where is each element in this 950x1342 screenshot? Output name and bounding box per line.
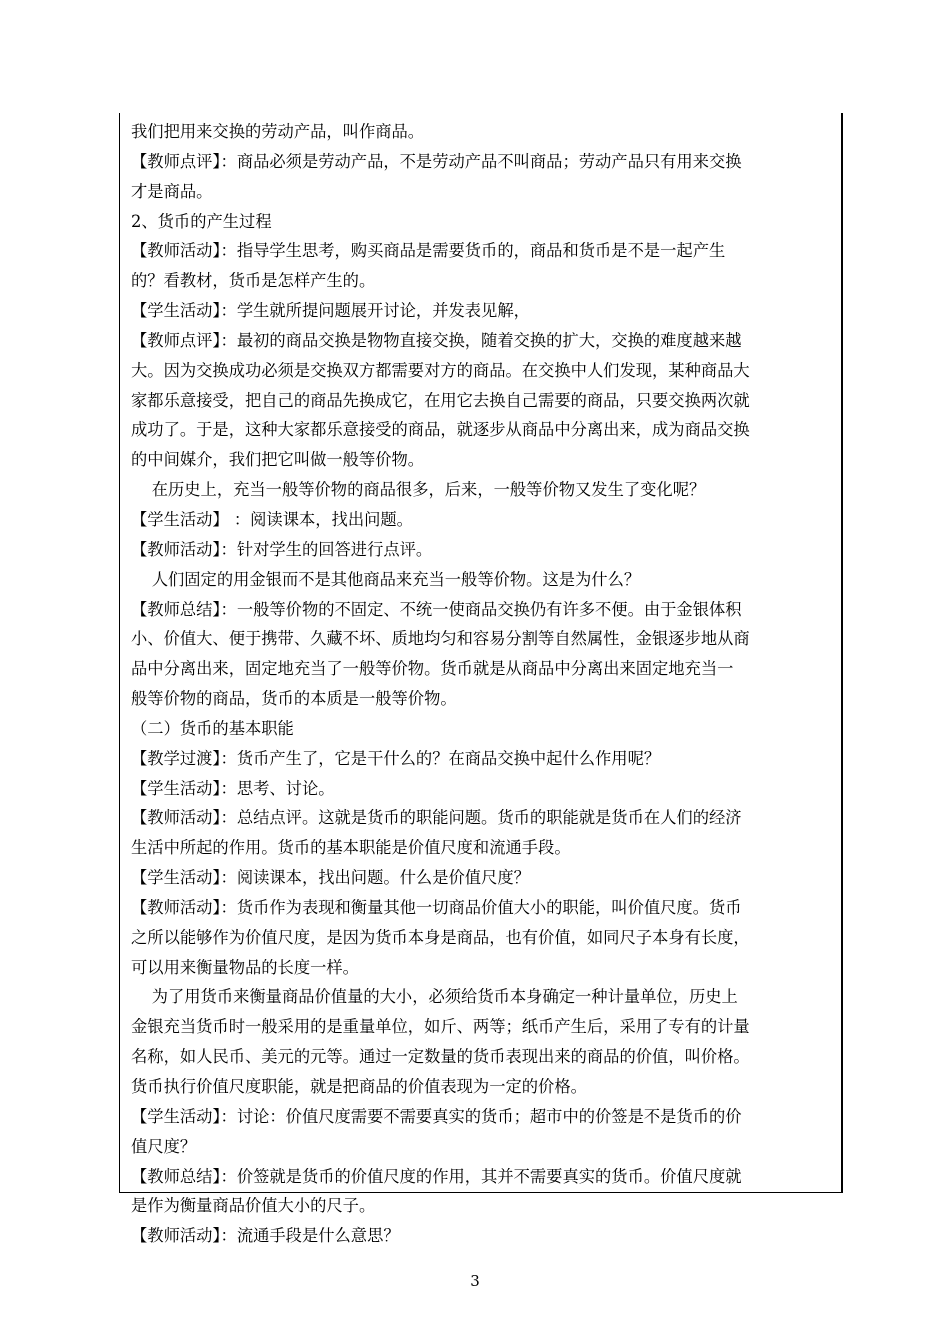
text-line: 的？看教材，货币是怎样产生的。: [131, 271, 376, 291]
text-line: 【教师活动】：总结点评。这就是货币的职能问题。货币的职能就是货币在人们的经济: [131, 808, 742, 828]
text-line: 【教师活动】：流通手段是什么意思？: [131, 1226, 400, 1246]
text-line: 【教学过渡】：货币产生了，它是干什么的？在商品交换中起什么作用呢？: [131, 748, 661, 768]
lesson-plan-text: [131, 117, 837, 1251]
text-line: 成功了。于是，这种大家都乐意接受的商品，就逐步从商品中分离出来，成为商品交换: [131, 420, 750, 440]
text-line: 可以用来衡量物品的长度一样。: [131, 957, 359, 977]
text-line: 【教师点评】：商品必须是劳动产品，不是劳动产品不叫商品；劳动产品只有用来交换: [131, 151, 742, 171]
text-line: 【学生活动】 ：阅读课本，找出问题。: [131, 509, 413, 529]
text-line: 家都乐意接受，把自己的商品先换成它，在用它去换自己需要的商品，只要交换两次就: [131, 390, 750, 410]
text-line: 般等价物的商品，货币的本质是一般等价物。: [131, 689, 457, 709]
text-line: 小、价值大、便于携带、久藏不坏、质地均匀和容易分割等自然属性，金银逐步地从商: [131, 629, 750, 649]
text-line: 【教师活动】：针对学生的回答进行点评。: [131, 539, 433, 559]
text-line: 之所以能够作为价值尺度，是因为货币本身是商品，也有价值，如同尺子本身有长度，: [131, 927, 750, 947]
text-line: 【教师总结】：价签就是货币的价值尺度的作用，其并不需要真实的货币。价值尺度就: [131, 1166, 742, 1186]
text-line: 大。因为交换成功必须是交换双方都需要对方的商品。在交换中人们发现，某种商品大: [131, 360, 750, 380]
page-number: 3: [470, 1272, 480, 1290]
text-line: 值尺度？: [131, 1136, 197, 1156]
text-line: 金银充当货币时一般采用的是重量单位，如斤、两等；纸币产生后，采用了专有的计量: [131, 1017, 750, 1037]
text-line: 【教师总结】：一般等价物的不固定、不统一使商品交换仍有许多不便。由于金银体积: [131, 599, 742, 619]
text-line: （二）货币的基本职能: [131, 718, 294, 738]
text-line: 品中分离出来，固定地充当了一般等价物。货币就是从商品中分离出来固定地充当一: [131, 659, 734, 679]
text-line: 为了用货币来衡量商品价值量的大小，必须给货币本身确定一种计量单位，历史上: [131, 987, 738, 1007]
text-line: 2、货币的产生过程: [131, 211, 272, 231]
text-line: 是作为衡量商品价值大小的尺子。: [131, 1196, 376, 1216]
text-line: 【教师活动】：指导学生思考，购买商品是需要货币的，商品和货币是不是一起产生: [131, 241, 726, 261]
text-line: 【教师点评】：最初的商品交换是物物直接交换，随着交换的扩大，交换的难度越来越: [131, 330, 742, 350]
text-line: 名称，如人民币、美元的元等。通过一定数量的货币表现出来的商品的价值，叫价格。: [131, 1047, 750, 1067]
text-line: 【学生活动】：讨论：价值尺度需要不需要真实的货币；超市中的价签是不是货币的价: [131, 1106, 742, 1126]
text-line: 在历史上，充当一般等价物的商品很多，后来，一般等价物又发生了变化呢？: [131, 480, 706, 500]
text-line: 货币执行价值尺度职能，就是把商品的价值表现为一定的价格。: [131, 1077, 587, 1096]
text-line: 【学生活动】：思考、讨论。: [131, 778, 335, 798]
text-line: 【学生活动】：学生就所提问题展开讨论，并发表见解，: [131, 301, 530, 321]
text-line: 的中间媒介，我们把它叫做一般等价物。: [131, 450, 425, 470]
text-line: 【学生活动】：阅读课本，找出问题。什么是价值尺度？: [131, 868, 530, 888]
text-line: 【教师活动】：货币作为表现和衡量其他一切商品价值大小的职能，叫价值尺度。货币: [131, 897, 742, 917]
text-line: 我们把用来交换的劳动产品，叫作商品。: [131, 122, 425, 141]
text-line: 才是商品。: [131, 181, 213, 201]
text-line: 生活中所起的作用。货币的基本职能是价值尺度和流通手段。: [131, 838, 571, 858]
text-line: 人们固定的用金银而不是其他商品来充当一般等价物。这是为什么？: [131, 569, 641, 589]
